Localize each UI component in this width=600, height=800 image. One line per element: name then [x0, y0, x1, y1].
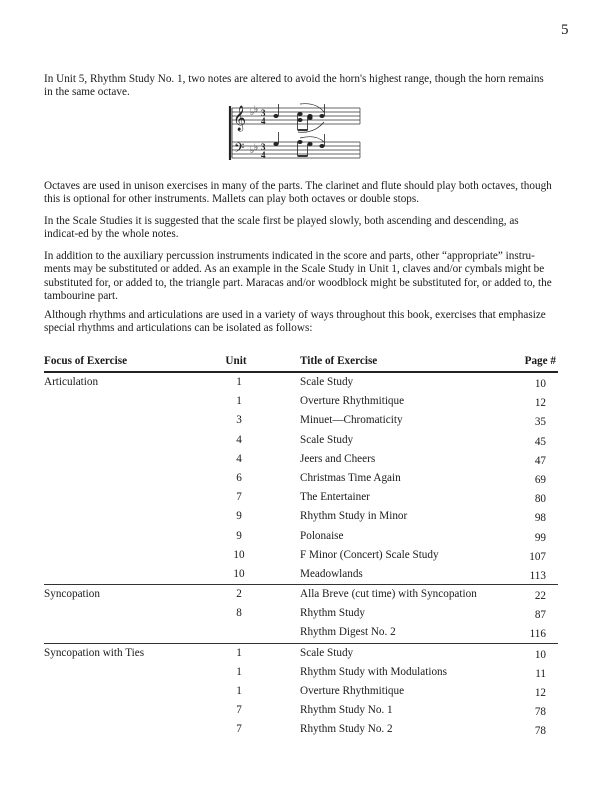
treble-clef-icon: 𝄞	[233, 106, 247, 131]
page-cell: 87	[534, 609, 546, 622]
focus-cell: Syncopation	[44, 588, 100, 601]
page-cell: 12	[534, 687, 546, 699]
table-group	[44, 373, 558, 585]
unit-cell: 8	[236, 607, 242, 620]
title-cell: Rhythm Study	[300, 607, 365, 620]
table-row	[44, 585, 558, 604]
page-cell: 10	[534, 648, 546, 661]
title-cell: The Entertainer	[300, 491, 370, 504]
exercise-table	[44, 355, 558, 740]
table-group	[44, 585, 558, 644]
unit-cell: 6	[236, 471, 242, 484]
title-cell: Polonaise	[300, 529, 344, 542]
title-cell: Minuet—Chromaticity	[300, 414, 403, 427]
table-row	[44, 392, 558, 411]
unit-cell: 3	[236, 414, 242, 427]
table-row	[44, 527, 558, 546]
page-cell: 116	[529, 628, 546, 641]
unit-cell: 9	[236, 510, 242, 523]
svg-text:4: 4	[261, 150, 266, 160]
paragraph-horn-range: In Unit 5, Rhythm Study No. 1, two notes are altered to avoid the horn's highest range, though the horn remains in the same octave.	[44, 73, 544, 99]
table-row	[44, 644, 558, 663]
title-cell: F Minor (Concert) Scale Study	[300, 548, 439, 561]
table-row	[44, 565, 558, 584]
paragraph-octaves: Octaves are used in unison exercises in many of the parts. The clarinet and flute should play both octaves, though this is optional for other instruments. Mallets can play both octaves or double stops.	[44, 180, 552, 206]
table-row	[44, 720, 558, 739]
title-cell: Rhythm Study No. 1	[300, 704, 393, 717]
unit-cell: 2	[236, 588, 242, 601]
paragraph-rhythms-intro: Although rhythms and articulations are used in a variety of ways throughout this book, exercises that emphasize special rhythms and articulations can be isolated as follows:	[44, 309, 546, 335]
bass-clef-icon: 𝄢	[234, 140, 245, 159]
slurs	[298, 104, 324, 142]
title-cell: Overture Rhythmitique	[300, 685, 405, 697]
focus-cell: Articulation	[44, 376, 99, 388]
table-header	[44, 355, 558, 373]
table-row	[44, 623, 558, 642]
svg-text:4: 4	[261, 116, 266, 126]
table-row	[44, 469, 558, 488]
flat-icon: ♭	[250, 108, 255, 118]
unit-cell: 1	[236, 395, 242, 408]
svg-text:3: 3	[261, 108, 266, 118]
page-cell: 113	[529, 569, 546, 582]
unit-cell: 4	[236, 452, 242, 465]
flat-icon: ♭	[250, 146, 255, 156]
unit-cell: 10	[233, 548, 245, 561]
page-cell: 45	[534, 435, 546, 448]
unit-cell: 7	[236, 704, 242, 717]
title-cell: Meadowlands	[300, 567, 363, 580]
title-cell: Rhythm Digest No. 2	[300, 626, 396, 639]
title-cell: Jeers and Cheers	[300, 452, 376, 465]
paragraph-percussion: In addition to the auxiliary percussion instruments indicated in the score and parts, other “appropriate” instru-ments may be substituted or added. As an example in the Scale Study in Unit 1, claves and/or cymbals might be substituted for, or added to, the triangle part. Maracas and/or woodblock might be substituted for, or added to, the tambourine part.	[44, 250, 552, 302]
title-cell: Rhythm Study in Minor	[300, 510, 408, 523]
title-cell: Rhythm Study No. 2	[300, 723, 393, 736]
page-cell: 47	[534, 454, 546, 467]
unit-cell: 1	[236, 646, 242, 659]
paragraph-scale-studies: In the Scale Studies it is suggested that the scale first be played slowly, both ascending and descending, as indicat-ed by the whole notes.	[44, 215, 519, 241]
unit-cell: 10	[233, 567, 245, 580]
page-cell: 12	[534, 397, 546, 410]
page-cell: 10	[534, 378, 546, 390]
unit-cell: 9	[236, 529, 242, 542]
flat-icon: ♭	[254, 143, 259, 153]
table-body	[44, 373, 558, 740]
unit-cell: 7	[236, 723, 242, 736]
title-cell: Rhythm Study with Modulations	[300, 665, 448, 678]
header-page: Page #	[524, 355, 556, 367]
page-cell: 78	[534, 725, 546, 738]
page-number: 5	[561, 22, 569, 38]
table-row	[44, 663, 558, 682]
table-row	[44, 411, 558, 430]
page-cell: 99	[534, 531, 546, 544]
table-row	[44, 507, 558, 526]
title-cell: Overture Rhythmitique	[300, 395, 405, 408]
page-cell: 107	[529, 550, 546, 563]
page-cell: 35	[534, 416, 546, 429]
table-row	[44, 431, 558, 450]
page-cell: 11	[535, 667, 546, 680]
unit-cell: 4	[236, 433, 242, 446]
music-notation-example	[226, 100, 362, 164]
table-group	[44, 644, 558, 740]
table-row	[44, 373, 558, 392]
header-unit: Unit	[225, 355, 247, 367]
title-cell: Scale Study	[300, 433, 354, 446]
svg-text:3: 3	[261, 142, 266, 152]
title-cell: Alla Breve (cut time) with Syncopation	[300, 588, 477, 601]
page-cell: 78	[534, 706, 546, 719]
focus-cell: Syncopation with Ties	[44, 646, 145, 659]
table-row	[44, 546, 558, 565]
table-row	[44, 450, 558, 469]
unit-cell: 1	[236, 376, 242, 388]
title-cell: Scale Study	[300, 646, 354, 659]
flat-icon: ♭	[254, 105, 259, 115]
table-row	[44, 682, 558, 701]
page-cell: 22	[534, 590, 546, 603]
unit-cell: 1	[236, 685, 242, 697]
unit-cell: 1	[236, 665, 242, 678]
page-cell: 80	[534, 493, 546, 506]
title-cell: Scale Study	[300, 376, 354, 388]
time-signature	[261, 108, 266, 160]
page-cell: 98	[534, 512, 546, 525]
table-row	[44, 701, 558, 720]
table-row	[44, 488, 558, 507]
header-focus: Focus of Exercise	[44, 355, 128, 367]
page-cell: 69	[534, 473, 546, 486]
table-row	[44, 604, 558, 623]
header-title: Title of Exercise	[300, 355, 378, 367]
title-cell: Christmas Time Again	[300, 471, 401, 484]
unit-cell: 7	[236, 491, 242, 504]
